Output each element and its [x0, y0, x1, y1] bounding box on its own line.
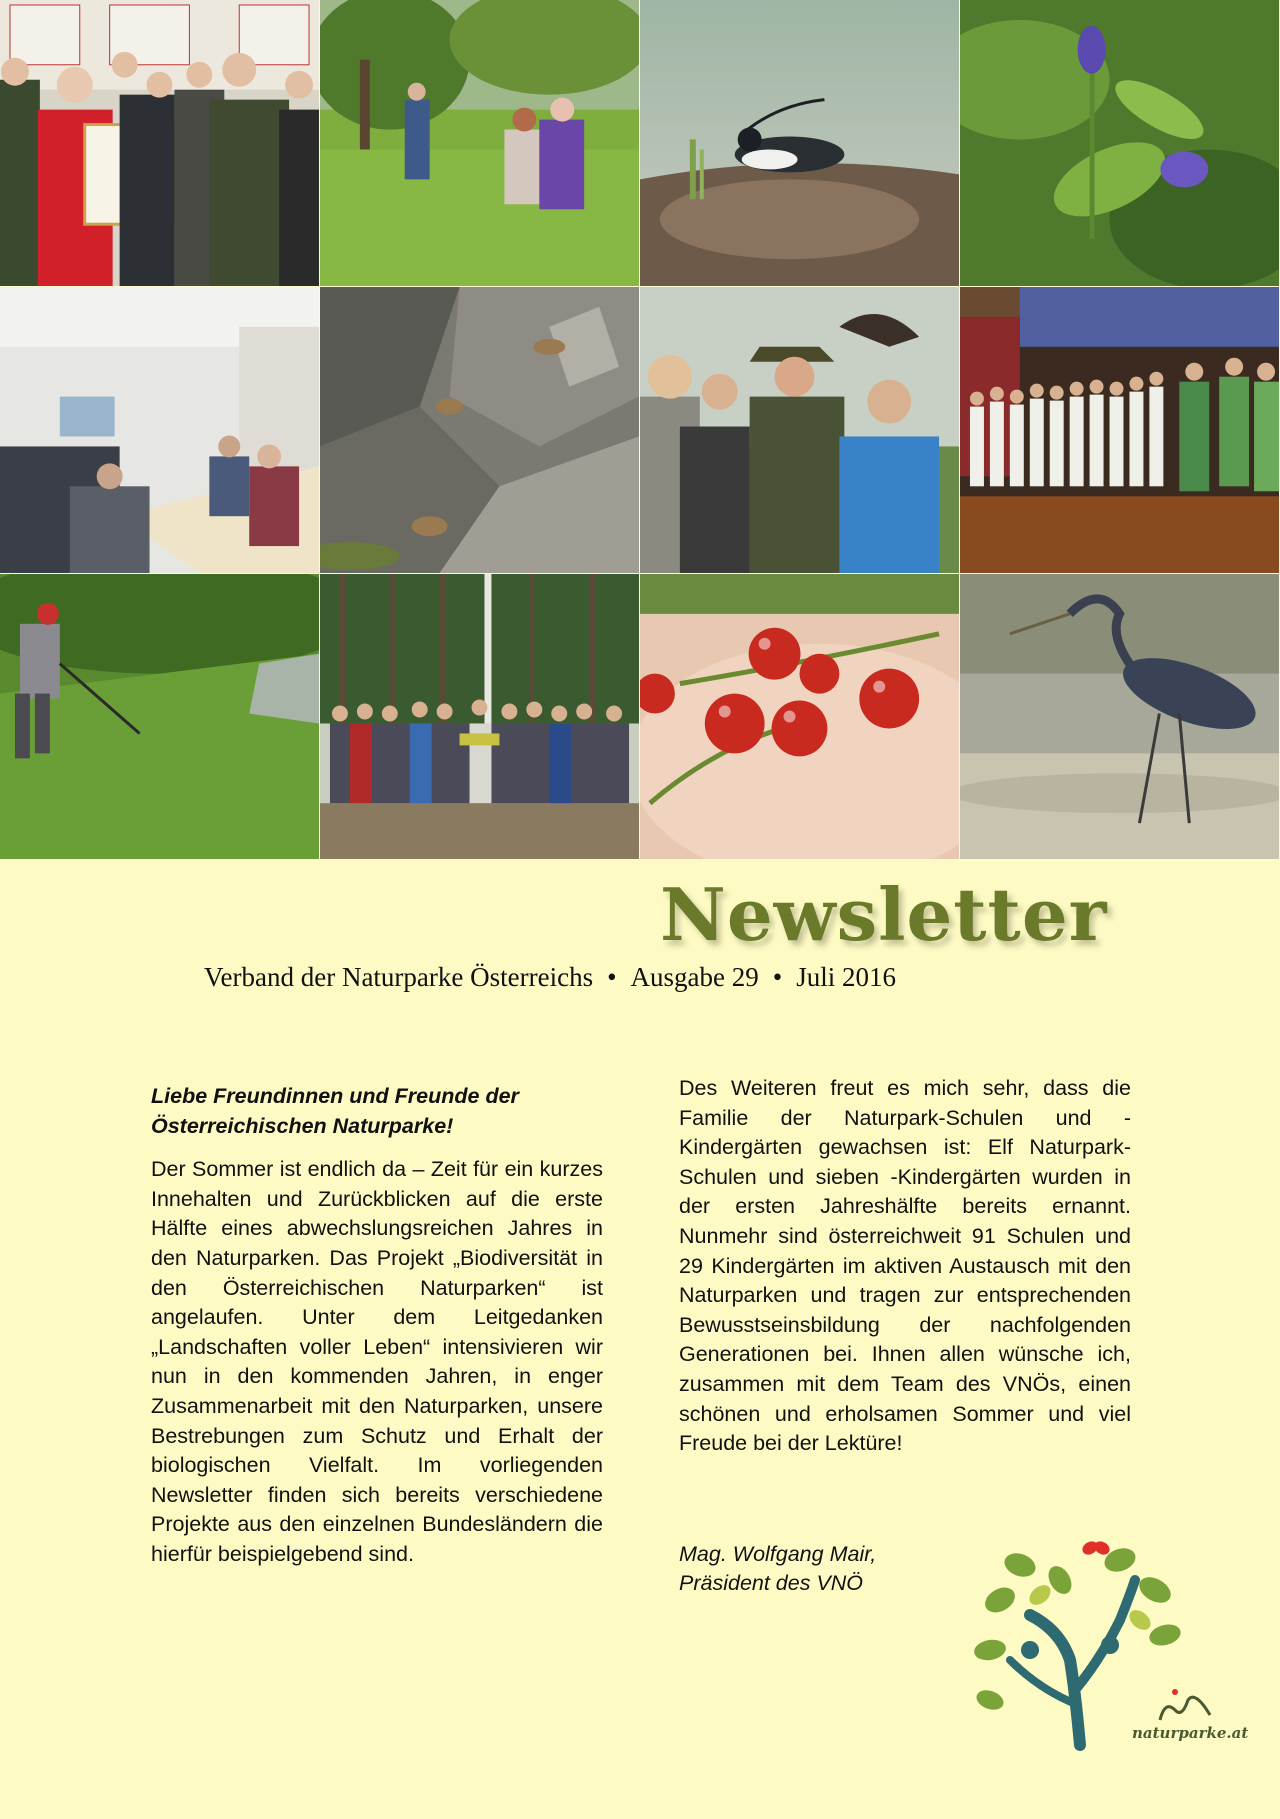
issue-date: Juli 2016 — [796, 962, 896, 992]
meadow-walk-photo — [320, 0, 640, 287]
greeting — [151, 1082, 603, 1141]
right-column — [679, 1074, 1131, 1459]
lapwing-bird-photo — [640, 0, 960, 287]
signature — [679, 1540, 876, 1598]
rosehip-berries-photo — [640, 574, 960, 860]
heron-photo — [960, 574, 1280, 860]
left-column — [151, 1082, 603, 1570]
issue-number: Ausgabe 29 — [630, 962, 759, 992]
photo-grid — [0, 0, 1280, 860]
gentian-flower-photo — [960, 0, 1280, 287]
signature-role: Präsident des VNÖ — [679, 1571, 864, 1595]
children-stage-photo — [960, 287, 1280, 574]
hunter-children-photo — [640, 287, 960, 574]
separator-dot: • — [607, 962, 617, 992]
separator-dot: • — [772, 962, 783, 992]
organization-name: Verband der Naturparke Österreichs — [204, 962, 594, 992]
ibex-rocks-photo — [320, 287, 640, 574]
seminar-room-photo — [0, 287, 320, 574]
newsletter-subtitle — [204, 962, 1084, 993]
right-body-text: Des Weiteren freut es mich sehr, dass die Familie der Naturpark-Schulen und -Kindergärten gewachsen ist: Elf Naturpark-Schulen und sieben -Kindergärten wurden in der ersten Jahreshälfte bereits ernannt. Nunmehr sind österreichweit 91 Schulen und 29 Kindergärten im aktiven Austausch mit den Naturparken und tragen zur entsprechenden Bewusstseinsbildung der nachfolgenden Generationen bei. Ihnen allen wünsche ich, zusammen mit dem Team des VNÖs, einen schönen und erholsamen Sommer und viel Freude bei der Lektüre! — [679, 1076, 1131, 1456]
forest-group-photo — [320, 574, 640, 860]
mowing-meadow-photo — [0, 574, 320, 860]
signature-name: Mag. Wolfgang Mair, — [679, 1542, 877, 1566]
greeting-line-2: Österreichischen Naturparke! — [151, 1113, 454, 1138]
logo-text: naturparke.at — [1132, 1724, 1249, 1742]
left-body-text: Der Sommer ist endlich da – Zeit für ein kurzes Innehalten und Zurückblicken auf die erste Hälfte eines abwechslungsreichen Jahres in den Naturparken. Das Projekt „Biodiversität in den Österreichischen Naturparken“ ist angelaufen. Unter dem Leitgedanken „Landschaften voller Leben“ intensivieren wir nun in den kommenden Jahren, in enger Zusammenarbeit mit den Naturparken, unsere Bestrebungen zum Schutz und Erhalt der biologischen Vielfalt. Im vorliegenden Newsletter finden sich bereits verschiedene Projekte aus den einzelnen Bundesländern die hierfür beispielgebend sind. — [151, 1157, 603, 1566]
award-ceremony-photo — [0, 0, 320, 287]
newsletter-title: Newsletter — [660, 872, 1108, 957]
greeting-line-1: Liebe Freundinnen und Freunde der — [151, 1084, 519, 1108]
